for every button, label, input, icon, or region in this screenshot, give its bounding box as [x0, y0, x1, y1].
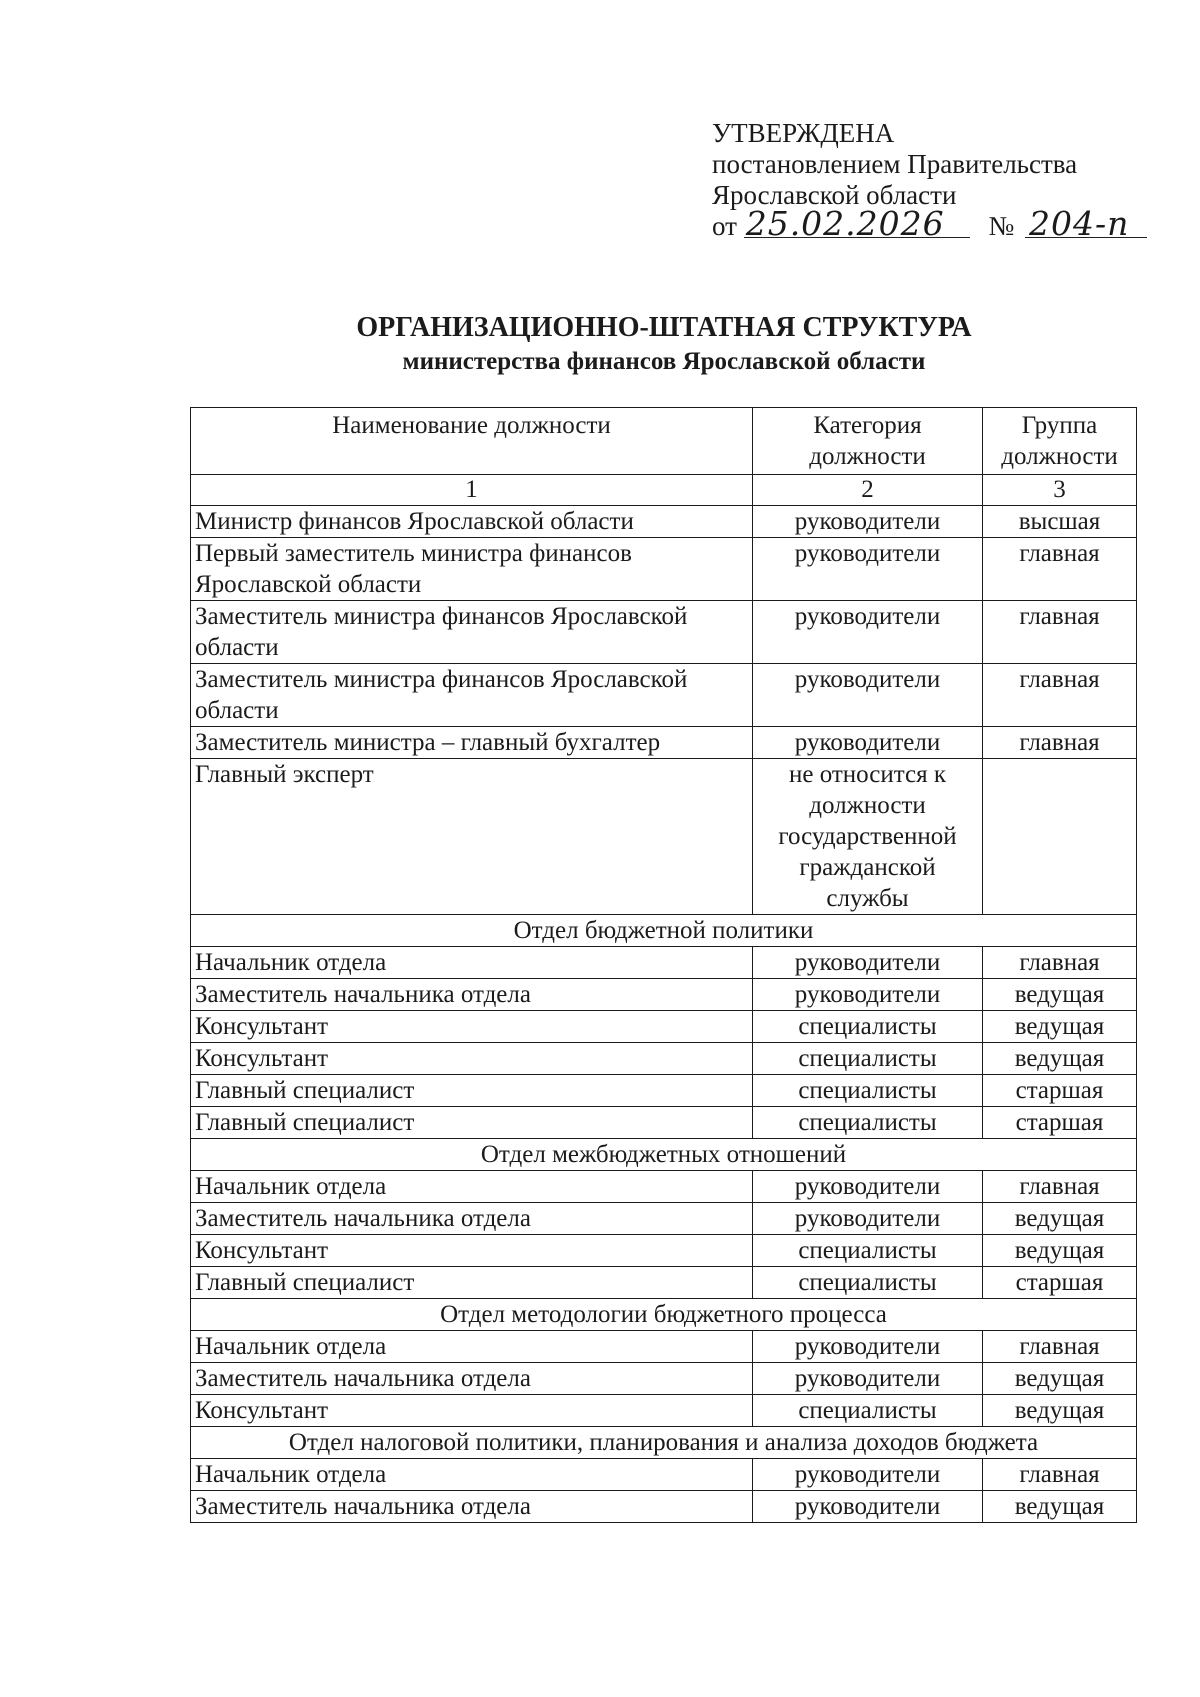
- section-title: Отдел налоговой политики, планирования и анализа доходов бюджета: [191, 1427, 1137, 1459]
- header-group: Группа должности: [983, 408, 1137, 475]
- position-name: Заместитель министра финансов Ярославской области: [191, 664, 753, 727]
- position-name: Министр финансов Ярославской области: [191, 506, 753, 538]
- position-name: Заместитель министра финансов Ярославской области: [191, 601, 753, 664]
- position-group: главная: [983, 664, 1137, 727]
- title-sub: министерства финансов Ярославской области: [402, 348, 926, 375]
- position-name: Консультант: [191, 1395, 753, 1427]
- table-row: [191, 506, 1137, 538]
- position-name: Заместитель министра – главный бухгалтер: [191, 727, 753, 759]
- position-group: старшая: [983, 1107, 1137, 1139]
- position-group: ведущая: [983, 1043, 1137, 1075]
- table-header-row: [191, 408, 1137, 475]
- section-title: Отдел бюджетной политики: [191, 915, 1137, 947]
- table-row: [191, 1363, 1137, 1395]
- approval-line-decree: постановлением Правительства: [712, 149, 1078, 179]
- section-row: [191, 1299, 1137, 1331]
- position-name: Консультант: [191, 1235, 753, 1267]
- position-name: Главный специалист: [191, 1075, 753, 1107]
- section-row: [191, 915, 1137, 947]
- table-row: [191, 1491, 1137, 1523]
- column-number: 1: [191, 475, 753, 506]
- position-group: старшая: [983, 1267, 1137, 1299]
- position-category: руководители: [753, 506, 983, 538]
- position-group: главная: [983, 1459, 1137, 1491]
- approval-stamp: [712, 118, 1147, 242]
- position-name: Главный специалист: [191, 1267, 753, 1299]
- position-group: ведущая: [983, 1203, 1137, 1235]
- position-group: ведущая: [983, 1011, 1137, 1043]
- position-name: Начальник отдела: [191, 947, 753, 979]
- table-row: [191, 1331, 1137, 1363]
- position-category: специалисты: [753, 1267, 983, 1299]
- position-category: руководители: [753, 947, 983, 979]
- table-row: [191, 947, 1137, 979]
- table-row: [191, 1235, 1137, 1267]
- table-row: [191, 1267, 1137, 1299]
- handwritten-date: 25.02.2026: [744, 211, 970, 238]
- position-category: руководители: [753, 1491, 983, 1523]
- approval-line-date: [712, 204, 1147, 243]
- table-row: [191, 1203, 1137, 1235]
- table-row: [191, 759, 1137, 915]
- position-category: специалисты: [753, 1395, 983, 1427]
- position-category: специалисты: [753, 1075, 983, 1107]
- position-group: ведущая: [983, 1363, 1137, 1395]
- position-group: ведущая: [983, 1491, 1137, 1523]
- position-group: главная: [983, 947, 1137, 979]
- approval-title: УТВЕРЖДЕНА: [712, 118, 895, 148]
- table-row: [191, 664, 1137, 727]
- section-row: [191, 1427, 1137, 1459]
- position-category: руководители: [753, 1203, 983, 1235]
- position-name: Заместитель начальника отдела: [191, 1491, 753, 1523]
- position-group: главная: [983, 1171, 1137, 1203]
- table-row: [191, 1107, 1137, 1139]
- position-group: ведущая: [983, 1235, 1137, 1267]
- handwritten-number: 204-п: [1025, 211, 1147, 238]
- table-row: [191, 727, 1137, 759]
- position-name: Начальник отдела: [191, 1331, 753, 1363]
- header-position: Наименование должности: [191, 408, 753, 475]
- column-numbers-row: [191, 475, 1137, 506]
- position-name: Заместитель начальника отдела: [191, 979, 753, 1011]
- staff-structure-table: [190, 407, 1137, 1523]
- table-row: [191, 1395, 1137, 1427]
- column-number: 3: [983, 475, 1137, 506]
- approval-line-region: Ярославской области: [712, 180, 957, 210]
- position-category: специалисты: [753, 1043, 983, 1075]
- from-label: от: [712, 211, 737, 241]
- header-category: Категория должности: [753, 408, 983, 475]
- title-main: ОРГАНИЗАЦИОННО-ШТАТНАЯ СТРУКТУРА: [356, 312, 972, 343]
- position-category: руководители: [753, 1171, 983, 1203]
- position-category: руководители: [753, 1459, 983, 1491]
- section-title: Отдел методологии бюджетного процесса: [191, 1299, 1137, 1331]
- position-group: главная: [983, 1331, 1137, 1363]
- position-category: не относится к должности государственной гражданской службы: [753, 759, 983, 915]
- table-row: [191, 538, 1137, 601]
- table-row: [191, 979, 1137, 1011]
- position-name: Заместитель начальника отдела: [191, 1363, 753, 1395]
- position-name: Главный специалист: [191, 1107, 753, 1139]
- section-title: Отдел межбюджетных отношений: [191, 1139, 1137, 1171]
- position-name: Консультант: [191, 1011, 753, 1043]
- table-row: [191, 601, 1137, 664]
- document-title: [0, 311, 1200, 379]
- position-category: руководители: [753, 979, 983, 1011]
- position-name: Начальник отдела: [191, 1171, 753, 1203]
- position-name: Главный эксперт: [191, 759, 753, 915]
- table-row: [191, 1075, 1137, 1107]
- position-category: специалисты: [753, 1107, 983, 1139]
- table-row: [191, 1043, 1137, 1075]
- position-category: руководители: [753, 727, 983, 759]
- position-category: руководители: [753, 664, 983, 727]
- position-category: руководители: [753, 601, 983, 664]
- table-row: [191, 1171, 1137, 1203]
- position-group: главная: [983, 727, 1137, 759]
- section-row: [191, 1139, 1137, 1171]
- column-number: 2: [753, 475, 983, 506]
- position-group: старшая: [983, 1075, 1137, 1107]
- position-group: ведущая: [983, 1395, 1137, 1427]
- table-row: [191, 1011, 1137, 1043]
- position-group: главная: [983, 601, 1137, 664]
- position-group: ведущая: [983, 979, 1137, 1011]
- position-group: [983, 759, 1137, 915]
- position-category: руководители: [753, 538, 983, 601]
- position-name: Заместитель начальника отдела: [191, 1203, 753, 1235]
- position-category: специалисты: [753, 1235, 983, 1267]
- number-label: №: [988, 211, 1015, 241]
- position-category: специалисты: [753, 1011, 983, 1043]
- table-row: [191, 1459, 1137, 1491]
- position-name: Первый заместитель министра финансов Ярославской области: [191, 538, 753, 601]
- position-category: руководители: [753, 1331, 983, 1363]
- position-name: Консультант: [191, 1043, 753, 1075]
- position-category: руководители: [753, 1363, 983, 1395]
- position-group: главная: [983, 538, 1137, 601]
- position-group: высшая: [983, 506, 1137, 538]
- position-name: Начальник отдела: [191, 1459, 753, 1491]
